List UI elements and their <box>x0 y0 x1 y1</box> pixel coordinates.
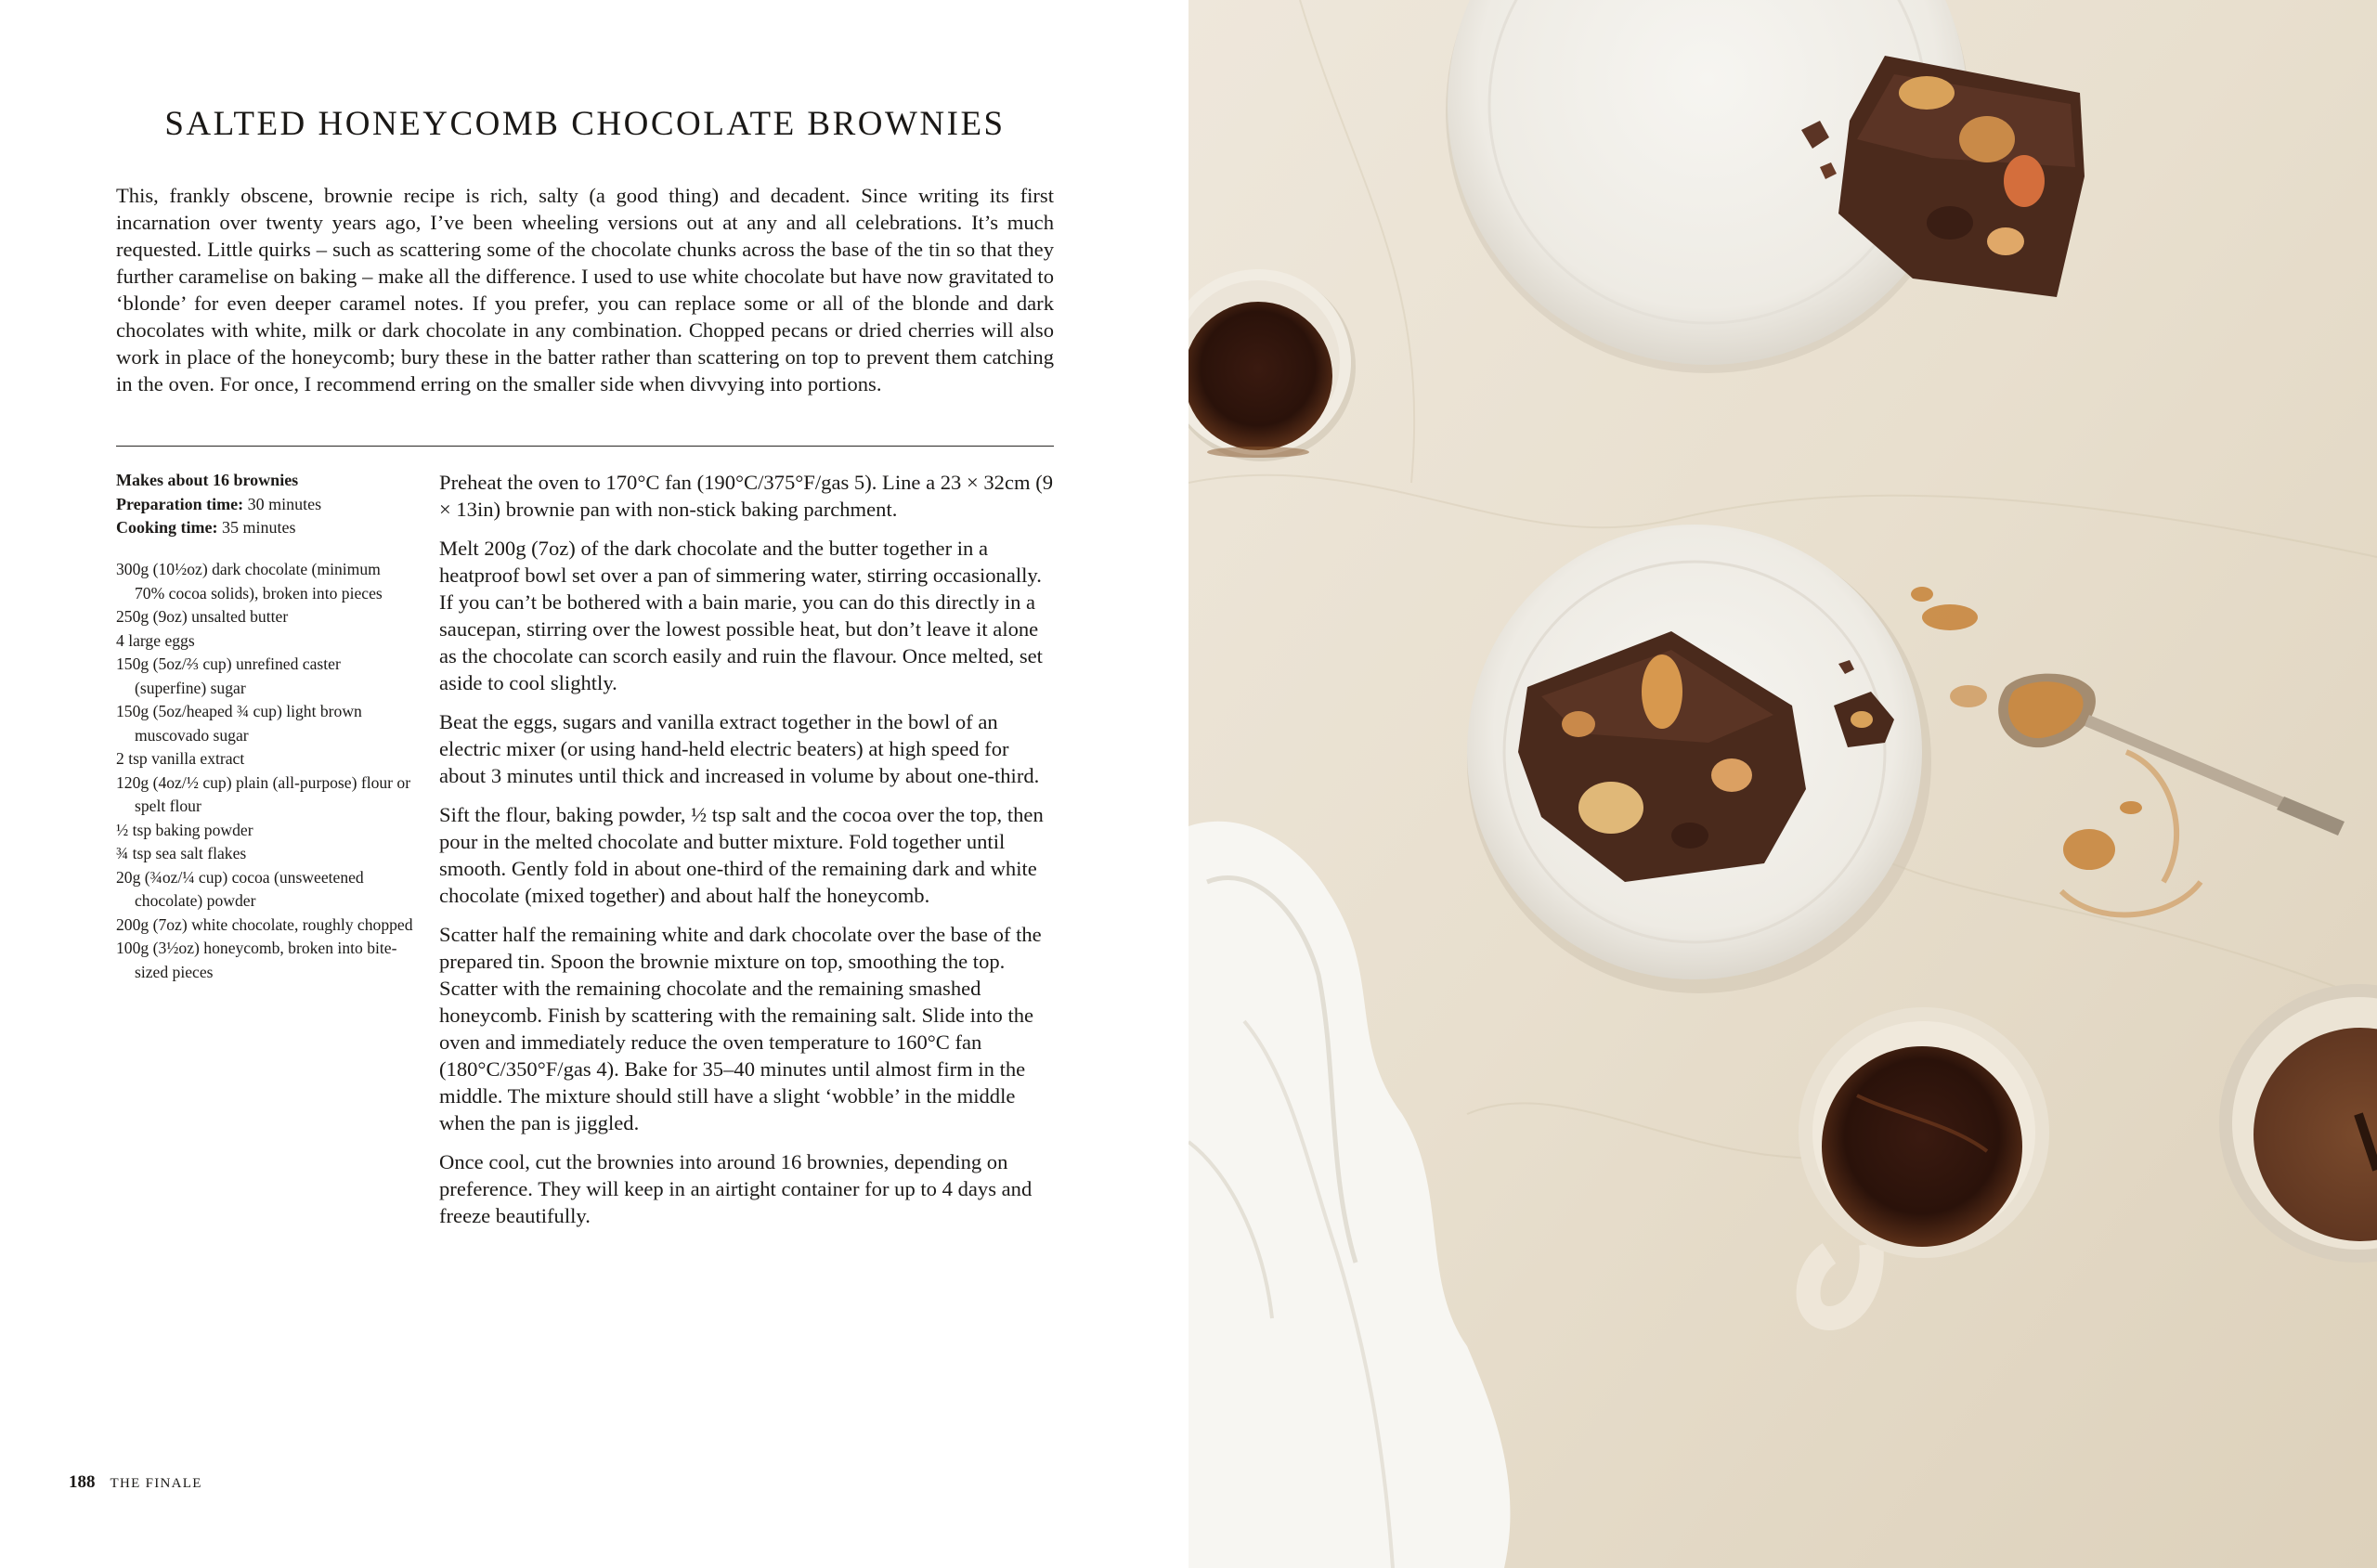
page-footer <box>69 1472 202 1493</box>
recipe-page <box>0 0 1188 1568</box>
ingredient-item: 150g (5oz/⅔ cup) unrefined caster (superfine) sugar <box>116 654 341 697</box>
brownies-photo <box>1188 0 2377 1568</box>
method-step: Scatter half the remaining white and dark chocolate over the base of the prepared tin. Spoon the brownie mixture on top, smoothing the top. Scatter with the remaining chocolate and the remaining smashed honeycomb. Finish by scattering with the remaining salt. Slide into the oven and immediately reduce the oven temperature to 160°C fan (180°C/350°F/gas 4). Bake for 35–40 minutes until almost firm in the middle. The mixture should still have a slight ‘wobble’ in the middle when the pan is jiggled. <box>439 923 1042 1134</box>
recipe-title: SALTED HONEYCOMB CHOCOLATE BROWNIES <box>164 105 1006 143</box>
page-number: 188 <box>69 1472 96 1492</box>
section-name: THE FINALE <box>110 1476 202 1491</box>
ingredient-item: 100g (3½oz) honeycomb, broken into bite-sized pieces <box>116 939 397 981</box>
recipe-meta <box>116 469 413 540</box>
ingredient-item: ½ tsp baking powder <box>116 820 253 839</box>
method-step: Preheat the oven to 170°C fan (190°C/375°F/gas 5). Line a 23 × 32cm (9 × 13in) brownie pan with non-stick baking parchment. <box>439 471 1054 521</box>
cook-time: Cooking time: 35 minutes <box>116 518 296 537</box>
ingredient-item: 20g (¾oz/¼ cup) cocoa (unsweetened chocolate) powder <box>116 867 364 910</box>
divider <box>116 446 1054 447</box>
method-step: Beat the eggs, sugars and vanilla extract together in the bowl of an electric mixer (or using hand-held electric beaters) at high speed for about 3 minutes until thick and increased in volume by about one-third. <box>439 710 1040 787</box>
ingredient-item: 120g (4oz/½ cup) plain (all-purpose) flour or spelt flour <box>116 772 411 815</box>
ingredient-item: 300g (10½oz) dark chocolate (minimum 70% cocoa solids), broken into pieces <box>116 560 383 603</box>
method-step: Sift the flour, baking powder, ½ tsp salt and the cocoa over the top, then pour in the melted chocolate and butter mixture. Fold together until smooth. Gently fold in about one-third of the remaining dark and white chocolate (mixed together) and about half the honeycomb. <box>439 803 1044 907</box>
method-step: Melt 200g (7oz) of the dark chocolate and the butter together in a heatproof bowl set over a pan of simmering water, stirring occasionally. If you can’t be bothered with a bain marie, you can do this directly in a saucepan, stirring over the lowest possible heat, but don’t leave it alone as the chocolate can scorch easily and ruin the flavour. Once melted, set aside to cool slightly. <box>439 537 1043 694</box>
yield: Makes about 16 brownies <box>116 471 299 489</box>
method-step: Once cool, cut the brownies into around 16 brownies, depending on preference. They will keep in an airtight container for up to 4 days and freeze beautifully. <box>439 1150 1033 1227</box>
ingredient-item: 2 tsp vanilla extract <box>116 749 245 768</box>
ingredient-item: 250g (9oz) unsalted butter <box>116 607 289 626</box>
prep-time: Preparation time: 30 minutes <box>116 494 322 513</box>
ingredient-item: 200g (7oz) white chocolate, roughly chopped <box>116 914 413 934</box>
ingredients-list <box>116 558 413 984</box>
ingredient-item: ¾ tsp sea salt flakes <box>116 844 247 862</box>
recipe-intro: This, frankly obscene, brownie recipe is rich, salty (a good thing) and decadent. Since writing its first incarnation over twenty years ago, I’ve been wheeling versions out at any and all celebrations. It’s much requested. Little quirks – such as scattering some of the chocolate chunks across the base of the tin so that they further caramelise on baking – make all the difference. I used to use white chocolate but have now gravitated to ‘blonde’ for even deeper caramel notes. If you prefer, you can replace some or all of the blonde and dark chocolates with white, milk or dark chocolate in any combination. Chopped pecans or dried cherries will also work in place of the honeycomb; bury these in the batter rather than scattering on top to prevent them catching in the oven. For once, I recommend erring on the smaller side when divvying into portions. <box>116 184 1054 395</box>
ingredient-item: 150g (5oz/heaped ¾ cup) light brown muscovado sugar <box>116 702 362 745</box>
ingredient-item: 4 large eggs <box>116 630 195 650</box>
method-steps <box>439 469 1054 1241</box>
